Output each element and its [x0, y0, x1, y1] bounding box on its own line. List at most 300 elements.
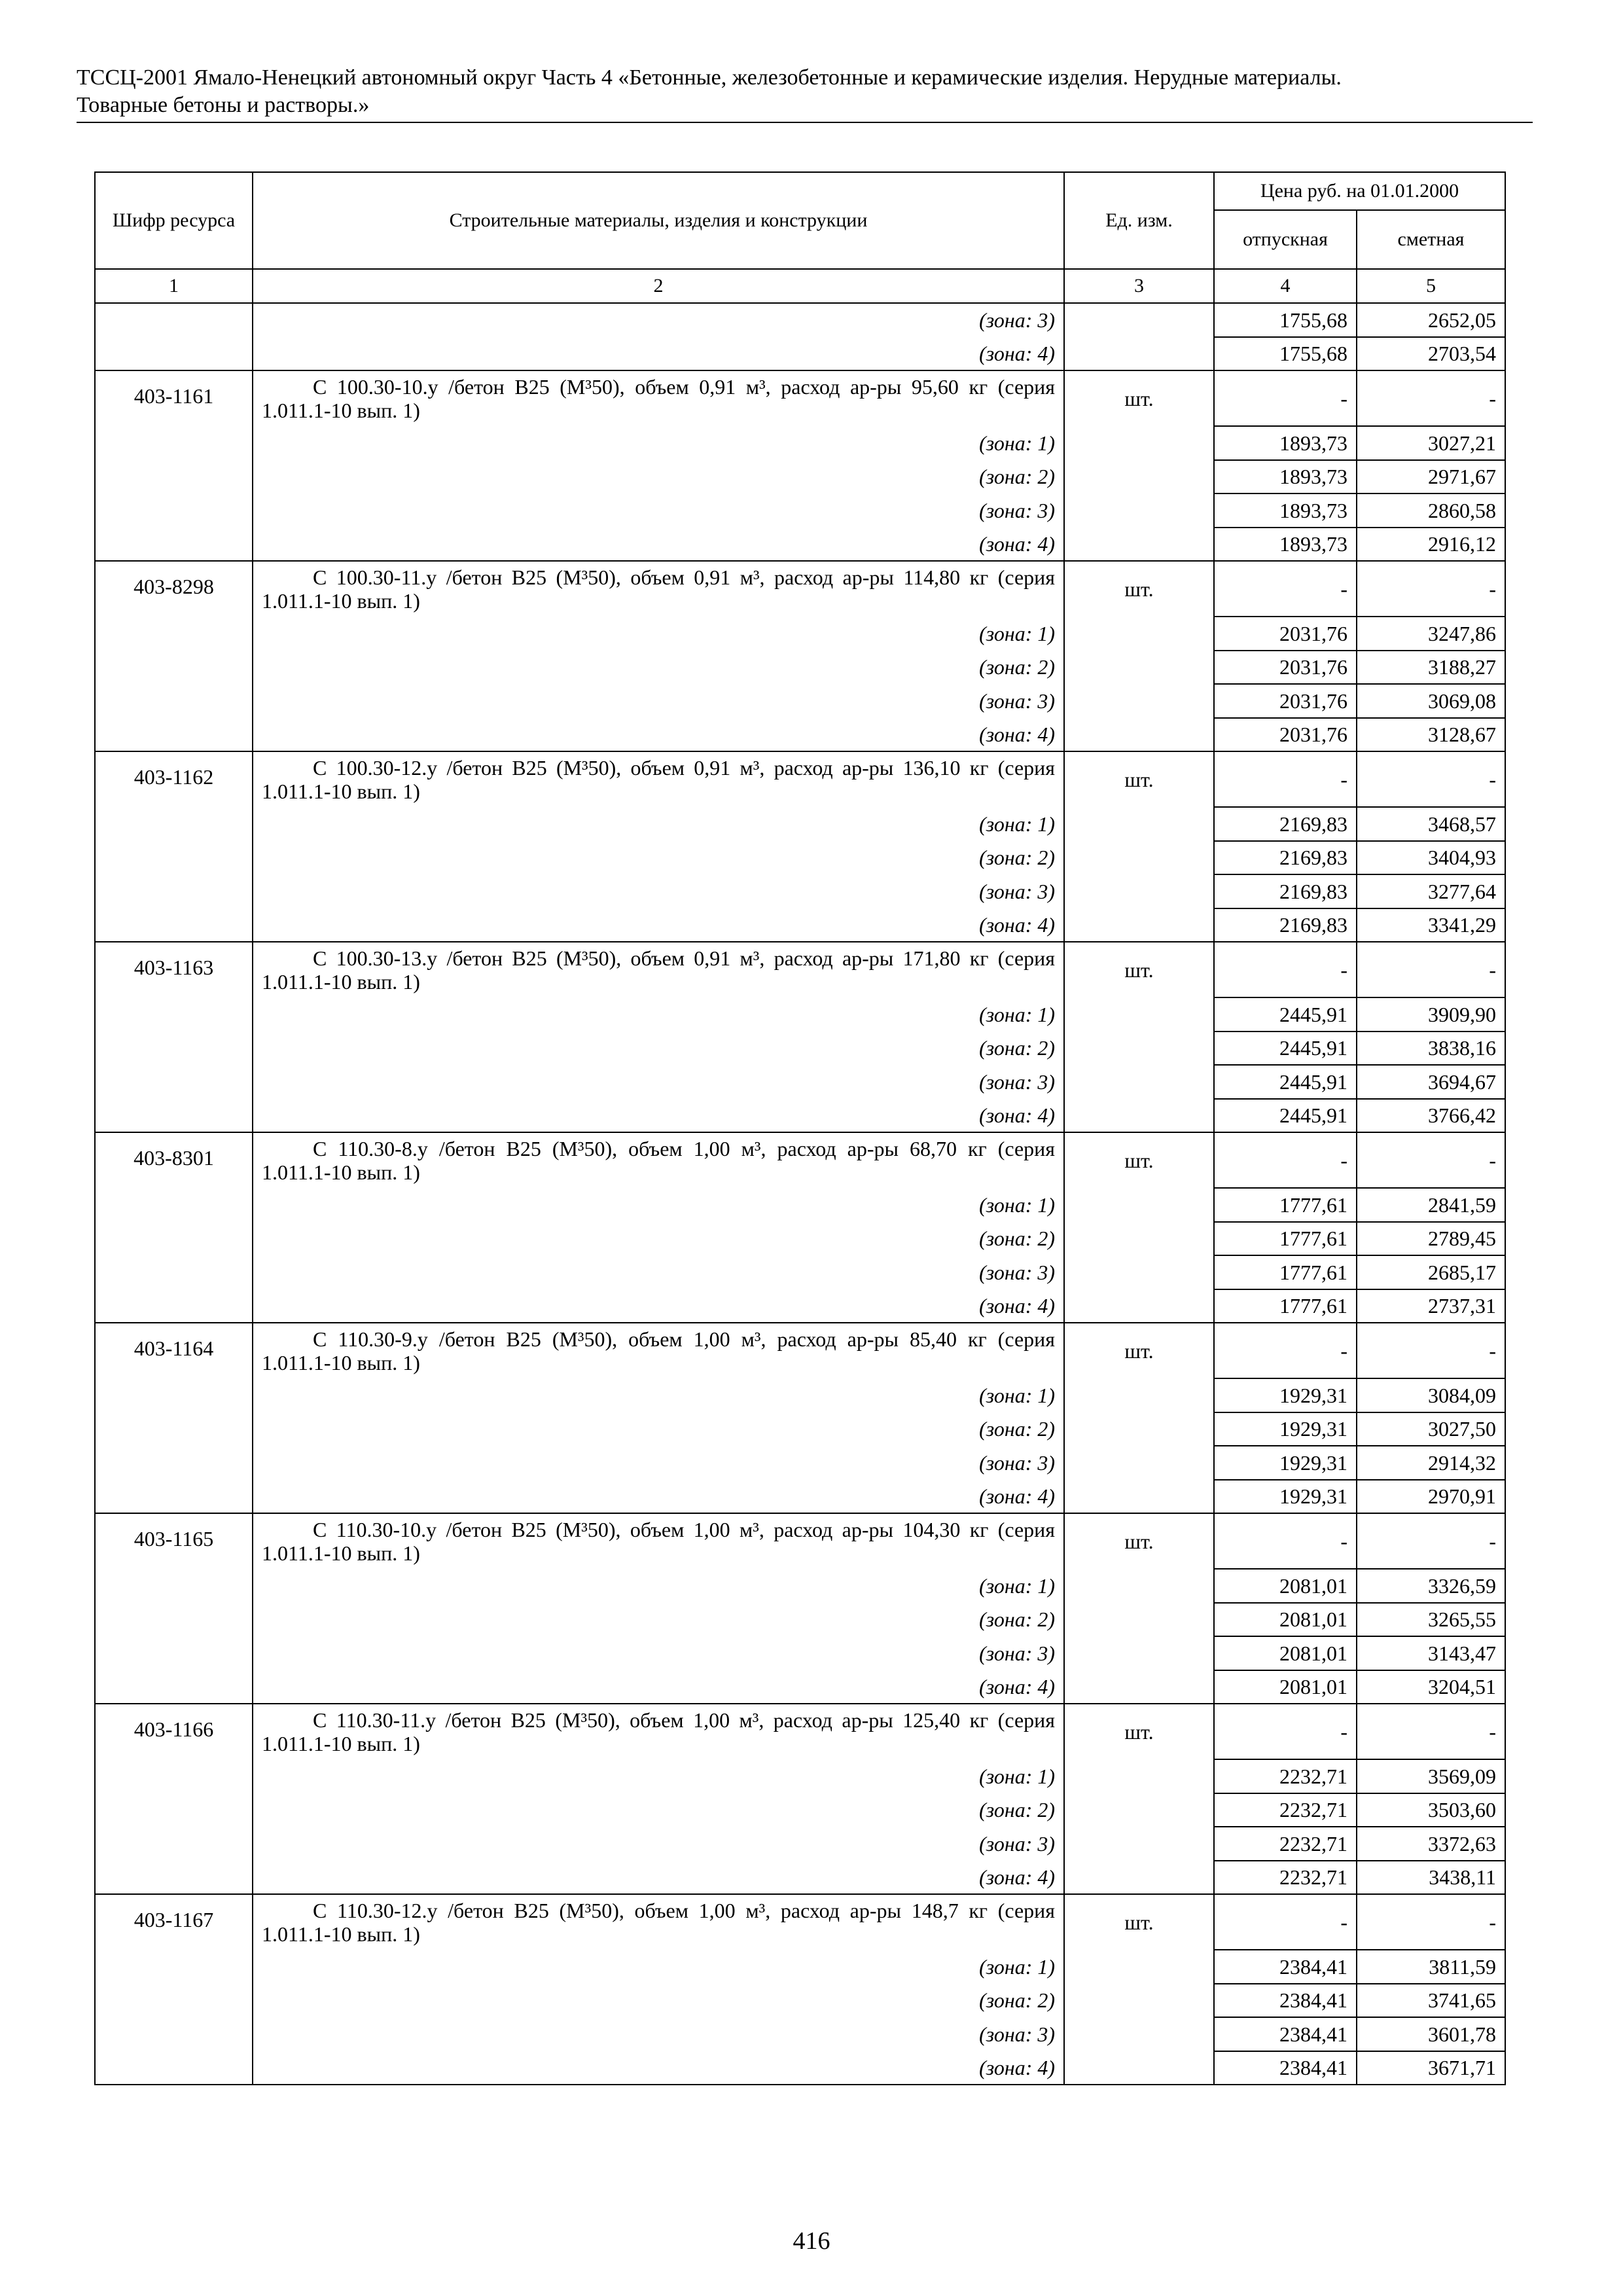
- zone-label: (зона: 2): [253, 1984, 1064, 2018]
- table-body: [95, 303, 1505, 2085]
- estimate-price: 2789,45: [1357, 1222, 1505, 1256]
- resource-code: 403-1162: [95, 751, 253, 807]
- zone-row: [95, 874, 1505, 908]
- estimate-price: 3569,09: [1357, 1759, 1505, 1793]
- code-cell-empty: [95, 1255, 253, 1289]
- estimate-price: 3277,64: [1357, 874, 1505, 908]
- zone-row: [95, 1099, 1505, 1133]
- zone-row: [95, 1861, 1505, 1895]
- zone-row: [95, 2017, 1505, 2051]
- estimate-price: -: [1357, 1704, 1505, 1759]
- zone-row: [95, 718, 1505, 752]
- estimate-price: -: [1357, 751, 1505, 807]
- estimate-price: -: [1357, 1132, 1505, 1188]
- header-line-1: ТССЦ-2001 Ямало-Ненецкий автономный округ Часть 4 «Бетонные, железобетонные и керамические изделия. Нерудные материалы.: [77, 65, 1342, 90]
- header-line-2: Товарные бетоны и растворы.»: [77, 93, 370, 117]
- resource-code: 403-1163: [95, 942, 253, 997]
- code-cell-empty: [95, 841, 253, 875]
- column-number: 3: [1064, 269, 1214, 303]
- zone-label: (зона: 1): [253, 1378, 1064, 1412]
- code-cell-empty: [95, 1065, 253, 1099]
- zone-row: [95, 303, 1505, 337]
- release-price: -: [1214, 751, 1357, 807]
- zone-label: (зона: 2): [253, 460, 1064, 494]
- code-cell-empty: [95, 1827, 253, 1861]
- column-header-estimate: сметная: [1357, 210, 1505, 269]
- unit-cell-empty: [1064, 1603, 1214, 1637]
- zone-row: [95, 841, 1505, 875]
- release-price: 2081,01: [1214, 1670, 1357, 1704]
- release-price: 2169,83: [1214, 908, 1357, 942]
- table-row: [95, 751, 1505, 807]
- zone-row: [95, 908, 1505, 942]
- column-number: 5: [1357, 269, 1505, 303]
- release-price: 1777,61: [1214, 1222, 1357, 1256]
- zone-label: (зона: 4): [253, 1099, 1064, 1133]
- release-price: 2081,01: [1214, 1603, 1357, 1637]
- zone-row: [95, 651, 1505, 685]
- table-row: [95, 1513, 1505, 1569]
- release-price: 2384,41: [1214, 2051, 1357, 2085]
- zone-row: [95, 1759, 1505, 1793]
- release-price: 2031,76: [1214, 617, 1357, 651]
- zone-row: [95, 1031, 1505, 1066]
- column-numbers-row: [95, 269, 1505, 303]
- unit-cell-empty: [1064, 493, 1214, 528]
- zone-label: (зона: 4): [253, 908, 1064, 942]
- zone-label: (зона: 2): [253, 1412, 1064, 1446]
- unit-cell-empty: [1064, 2051, 1214, 2085]
- unit-cell-empty: [1064, 1636, 1214, 1670]
- code-cell-empty: [95, 1378, 253, 1412]
- unit-cell-empty: [1064, 528, 1214, 562]
- release-price: 1929,31: [1214, 1446, 1357, 1480]
- code-cell-empty: [95, 1603, 253, 1637]
- zone-row: [95, 1446, 1505, 1480]
- unit-cell-empty: [1064, 2017, 1214, 2051]
- release-price: -: [1214, 1704, 1357, 1759]
- resource-code: 403-8298: [95, 561, 253, 617]
- code-cell-empty: [95, 426, 253, 460]
- zone-row: [95, 997, 1505, 1031]
- estimate-price: 3404,93: [1357, 841, 1505, 875]
- estimate-price: 3601,78: [1357, 2017, 1505, 2051]
- release-price: 2169,83: [1214, 874, 1357, 908]
- code-cell-empty: [95, 874, 253, 908]
- release-price: 2445,91: [1214, 1031, 1357, 1066]
- zone-row: [95, 493, 1505, 528]
- zone-label: (зона: 4): [253, 2051, 1064, 2085]
- item-description: С 110.30-8.у /бетон В25 (М³50), объем 1,00 м³, расход ар-ры 68,70 кг (серия 1.011.1-10 вып. 1): [253, 1132, 1064, 1188]
- release-price: 1777,61: [1214, 1289, 1357, 1323]
- estimate-price: 2970,91: [1357, 1480, 1505, 1514]
- unit-cell-empty: [1064, 1759, 1214, 1793]
- table-row: [95, 1323, 1505, 1378]
- code-cell-empty: [95, 1670, 253, 1704]
- estimate-price: 3766,42: [1357, 1099, 1505, 1133]
- unit-of-measure: шт.: [1064, 751, 1214, 807]
- zone-row: [95, 2051, 1505, 2085]
- unit-cell-empty: [1064, 1412, 1214, 1446]
- zone-label: (зона: 3): [253, 684, 1064, 718]
- code-cell-empty: [95, 460, 253, 494]
- release-price: 2232,71: [1214, 1861, 1357, 1895]
- resource-code: 403-1167: [95, 1894, 253, 1950]
- item-description: С 110.30-11.у /бетон В25 (М³50), объем 1,00 м³, расход ар-ры 125,40 кг (серия 1.011.1-10 вып. 1): [253, 1704, 1064, 1759]
- zone-row: [95, 684, 1505, 718]
- estimate-price: 3027,50: [1357, 1412, 1505, 1446]
- estimate-price: 2703,54: [1357, 337, 1505, 371]
- unit-cell-empty: [1064, 1861, 1214, 1895]
- unit-cell-empty: [1064, 1827, 1214, 1861]
- unit-cell-empty: [1064, 997, 1214, 1031]
- code-cell-empty: [95, 617, 253, 651]
- zone-label: (зона: 2): [253, 1603, 1064, 1637]
- estimate-price: -: [1357, 370, 1505, 426]
- unit-of-measure: шт.: [1064, 370, 1214, 426]
- zone-row: [95, 1984, 1505, 2018]
- unit-of-measure: шт.: [1064, 1132, 1214, 1188]
- code-cell-empty: [95, 651, 253, 685]
- estimate-price: 2685,17: [1357, 1255, 1505, 1289]
- zone-row: [95, 1636, 1505, 1670]
- unit-of-measure: шт.: [1064, 1323, 1214, 1378]
- release-price: 2081,01: [1214, 1636, 1357, 1670]
- zone-label: (зона: 3): [253, 1636, 1064, 1670]
- estimate-price: 2652,05: [1357, 303, 1505, 337]
- zone-row: [95, 617, 1505, 651]
- column-header-name: Строительные материалы, изделия и конструкции: [253, 172, 1064, 269]
- zone-label: (зона: 4): [253, 1289, 1064, 1323]
- estimate-price: 3909,90: [1357, 997, 1505, 1031]
- release-price: 2384,41: [1214, 1950, 1357, 1984]
- release-price: 2232,71: [1214, 1759, 1357, 1793]
- table-row: [95, 1704, 1505, 1759]
- zone-label: (зона: 4): [253, 1670, 1064, 1704]
- zone-row: [95, 1255, 1505, 1289]
- zone-label: (зона: 3): [253, 1827, 1064, 1861]
- estimate-price: 3341,29: [1357, 908, 1505, 942]
- unit-cell-empty: [1064, 1950, 1214, 1984]
- unit-cell-empty: [1064, 1099, 1214, 1133]
- release-price: 1893,73: [1214, 460, 1357, 494]
- release-price: -: [1214, 1894, 1357, 1950]
- item-description: С 100.30-12.у /бетон В25 (М³50), объем 0,91 м³, расход ар-ры 136,10 кг (серия 1.011.1-10 вып. 1): [253, 751, 1064, 807]
- zone-label: (зона: 1): [253, 426, 1064, 460]
- column-header-price-group: Цена руб. на 01.01.2000: [1214, 172, 1505, 210]
- zone-label: (зона: 2): [253, 841, 1064, 875]
- estimate-price: 3188,27: [1357, 651, 1505, 685]
- zone-label: (зона: 3): [253, 1065, 1064, 1099]
- item-description: С 100.30-11.у /бетон В25 (М³50), объем 0,91 м³, расход ар-ры 114,80 кг (серия 1.011.1-10 вып. 1): [253, 561, 1064, 617]
- code-cell-empty: [95, 1950, 253, 1984]
- zone-row: [95, 1827, 1505, 1861]
- release-price: 1777,61: [1214, 1188, 1357, 1222]
- zone-row: [95, 1222, 1505, 1256]
- release-price: 2031,76: [1214, 718, 1357, 752]
- unit-cell-empty: [1064, 337, 1214, 371]
- estimate-price: 2737,31: [1357, 1289, 1505, 1323]
- code-cell-empty: [95, 1446, 253, 1480]
- zone-label: (зона: 4): [253, 1861, 1064, 1895]
- code-cell-empty: [95, 303, 253, 337]
- zone-row: [95, 1603, 1505, 1637]
- release-price: 1777,61: [1214, 1255, 1357, 1289]
- zone-label: (зона: 1): [253, 1188, 1064, 1222]
- unit-cell-empty: [1064, 1065, 1214, 1099]
- estimate-price: 3247,86: [1357, 617, 1505, 651]
- zone-label: (зона: 4): [253, 718, 1064, 752]
- zone-label: (зона: 1): [253, 997, 1064, 1031]
- zone-row: [95, 1289, 1505, 1323]
- zone-label: (зона: 3): [253, 493, 1064, 528]
- code-cell-empty: [95, 807, 253, 841]
- unit-cell-empty: [1064, 1289, 1214, 1323]
- unit-cell-empty: [1064, 908, 1214, 942]
- release-price: 2445,91: [1214, 1065, 1357, 1099]
- zone-row: [95, 807, 1505, 841]
- zone-label: (зона: 2): [253, 1031, 1064, 1066]
- estimate-price: 3438,11: [1357, 1861, 1505, 1895]
- code-cell-empty: [95, 684, 253, 718]
- unit-cell-empty: [1064, 807, 1214, 841]
- estimate-price: 3265,55: [1357, 1603, 1505, 1637]
- code-cell-empty: [95, 1861, 253, 1895]
- code-cell-empty: [95, 1984, 253, 2018]
- unit-cell-empty: [1064, 1793, 1214, 1827]
- release-price: -: [1214, 1323, 1357, 1378]
- release-price: 2232,71: [1214, 1827, 1357, 1861]
- column-header-release: отпускная: [1214, 210, 1357, 269]
- zone-label: (зона: 4): [253, 1480, 1064, 1514]
- column-number: 2: [253, 269, 1064, 303]
- zone-row: [95, 337, 1505, 371]
- estimate-price: -: [1357, 1513, 1505, 1569]
- release-price: 2445,91: [1214, 997, 1357, 1031]
- estimate-price: 2971,67: [1357, 460, 1505, 494]
- zone-label: (зона: 1): [253, 1950, 1064, 1984]
- document-header: [77, 64, 1533, 123]
- zone-row: [95, 528, 1505, 562]
- estimate-price: 2916,12: [1357, 528, 1505, 562]
- resource-code: 403-1164: [95, 1323, 253, 1378]
- estimate-price: 2860,58: [1357, 493, 1505, 528]
- unit-cell-empty: [1064, 1378, 1214, 1412]
- unit-cell-empty: [1064, 1446, 1214, 1480]
- code-cell-empty: [95, 493, 253, 528]
- zone-label: (зона: 3): [253, 1255, 1064, 1289]
- resource-code: 403-8301: [95, 1132, 253, 1188]
- zone-label: (зона: 3): [253, 874, 1064, 908]
- unit-cell-empty: [1064, 1031, 1214, 1066]
- release-price: 1929,31: [1214, 1412, 1357, 1446]
- estimate-price: 3838,16: [1357, 1031, 1505, 1066]
- unit-cell-empty: [1064, 617, 1214, 651]
- code-cell-empty: [95, 1636, 253, 1670]
- release-price: 2232,71: [1214, 1793, 1357, 1827]
- table-row: [95, 370, 1505, 426]
- code-cell-empty: [95, 528, 253, 562]
- zone-label: (зона: 4): [253, 528, 1064, 562]
- unit-of-measure: шт.: [1064, 1894, 1214, 1950]
- unit-cell-empty: [1064, 1480, 1214, 1514]
- unit-cell-empty: [1064, 1188, 1214, 1222]
- release-price: -: [1214, 1132, 1357, 1188]
- code-cell-empty: [95, 1289, 253, 1323]
- zone-label: (зона: 3): [253, 303, 1064, 337]
- item-description: С 100.30-10.у /бетон В25 (М³50), объем 0,91 м³, расход ар-ры 95,60 кг (серия 1.011.1-10 вып. 1): [253, 370, 1064, 426]
- estimate-price: -: [1357, 561, 1505, 617]
- zone-row: [95, 1569, 1505, 1603]
- release-price: 2031,76: [1214, 684, 1357, 718]
- column-header-unit: Ед. изм.: [1064, 172, 1214, 269]
- estimate-price: 3069,08: [1357, 684, 1505, 718]
- zone-row: [95, 1793, 1505, 1827]
- zone-row: [95, 1188, 1505, 1222]
- estimate-price: 3372,63: [1357, 1827, 1505, 1861]
- zone-row: [95, 1670, 1505, 1704]
- zone-label: (зона: 1): [253, 807, 1064, 841]
- estimate-price: 3503,60: [1357, 1793, 1505, 1827]
- unit-cell-empty: [1064, 718, 1214, 752]
- resource-code: 403-1161: [95, 370, 253, 426]
- page-number: 416: [793, 2227, 830, 2255]
- table-row: [95, 942, 1505, 997]
- zone-label: (зона: 1): [253, 1759, 1064, 1793]
- estimate-price: -: [1357, 1323, 1505, 1378]
- release-price: 1893,73: [1214, 493, 1357, 528]
- code-cell-empty: [95, 1569, 253, 1603]
- item-description: С 110.30-10.у /бетон В25 (М³50), объем 1,00 м³, расход ар-ры 104,30 кг (серия 1.011.1-10 вып. 1): [253, 1513, 1064, 1569]
- estimate-price: 2841,59: [1357, 1188, 1505, 1222]
- release-price: -: [1214, 942, 1357, 997]
- zone-row: [95, 460, 1505, 494]
- estimate-price: 3468,57: [1357, 807, 1505, 841]
- estimate-price: 3128,67: [1357, 718, 1505, 752]
- release-price: 2384,41: [1214, 1984, 1357, 2018]
- release-price: -: [1214, 561, 1357, 617]
- release-price: 2169,83: [1214, 841, 1357, 875]
- release-price: 2445,91: [1214, 1099, 1357, 1133]
- code-cell-empty: [95, 1222, 253, 1256]
- unit-cell-empty: [1064, 1670, 1214, 1704]
- code-cell-empty: [95, 2017, 253, 2051]
- release-price: 1893,73: [1214, 528, 1357, 562]
- unit-of-measure: шт.: [1064, 1704, 1214, 1759]
- resource-code: 403-1165: [95, 1513, 253, 1569]
- unit-cell-empty: [1064, 651, 1214, 685]
- estimate-price: 3204,51: [1357, 1670, 1505, 1704]
- unit-of-measure: шт.: [1064, 561, 1214, 617]
- unit-cell-empty: [1064, 1222, 1214, 1256]
- zone-row: [95, 1378, 1505, 1412]
- code-cell-empty: [95, 1793, 253, 1827]
- zone-label: (зона: 1): [253, 617, 1064, 651]
- unit-cell-empty: [1064, 841, 1214, 875]
- code-cell-empty: [95, 1188, 253, 1222]
- estimate-price: -: [1357, 942, 1505, 997]
- unit-cell-empty: [1064, 1569, 1214, 1603]
- zone-label: (зона: 2): [253, 651, 1064, 685]
- unit-cell-empty: [1064, 1255, 1214, 1289]
- release-price: -: [1214, 370, 1357, 426]
- code-cell-empty: [95, 718, 253, 752]
- estimate-price: -: [1357, 1894, 1505, 1950]
- estimate-price: 3084,09: [1357, 1378, 1505, 1412]
- release-price: -: [1214, 1513, 1357, 1569]
- unit-cell-empty: [1064, 684, 1214, 718]
- estimate-price: 3741,65: [1357, 1984, 1505, 2018]
- zone-row: [95, 1950, 1505, 1984]
- zone-label: (зона: 2): [253, 1222, 1064, 1256]
- resource-code: 403-1166: [95, 1704, 253, 1759]
- unit-cell-empty: [1064, 303, 1214, 337]
- item-description: С 100.30-13.у /бетон В25 (М³50), объем 0,91 м³, расход ар-ры 171,80 кг (серия 1.011.1-10 вып. 1): [253, 942, 1064, 997]
- item-description: С 110.30-9.у /бетон В25 (М³50), объем 1,00 м³, расход ар-ры 85,40 кг (серия 1.011.1-10 вып. 1): [253, 1323, 1064, 1378]
- code-cell-empty: [95, 1759, 253, 1793]
- code-cell-empty: [95, 997, 253, 1031]
- release-price: 2169,83: [1214, 807, 1357, 841]
- code-cell-empty: [95, 337, 253, 371]
- zone-label: (зона: 1): [253, 1569, 1064, 1603]
- zone-label: (зона: 4): [253, 337, 1064, 371]
- zone-label: (зона: 2): [253, 1793, 1064, 1827]
- code-cell-empty: [95, 1031, 253, 1066]
- code-cell-empty: [95, 1480, 253, 1514]
- estimate-price: 3326,59: [1357, 1569, 1505, 1603]
- zone-row: [95, 1065, 1505, 1099]
- item-description: С 110.30-12.у /бетон В25 (М³50), объем 1,00 м³, расход ар-ры 148,7 кг (серия 1.011.1-10 вып. 1): [253, 1894, 1064, 1950]
- estimate-price: 3143,47: [1357, 1636, 1505, 1670]
- table-row: [95, 561, 1505, 617]
- table-row: [95, 1894, 1505, 1950]
- code-cell-empty: [95, 908, 253, 942]
- column-header-code: Шифр ресурса: [95, 172, 253, 269]
- estimate-price: 3694,67: [1357, 1065, 1505, 1099]
- unit-cell-empty: [1064, 426, 1214, 460]
- code-cell-empty: [95, 2051, 253, 2085]
- column-number: 1: [95, 269, 253, 303]
- column-number: 4: [1214, 269, 1357, 303]
- zone-row: [95, 1480, 1505, 1514]
- release-price: 2081,01: [1214, 1569, 1357, 1603]
- table-header: [95, 172, 1505, 303]
- table-row: [95, 1132, 1505, 1188]
- release-price: 1929,31: [1214, 1480, 1357, 1514]
- release-price: 1755,68: [1214, 337, 1357, 371]
- unit-cell-empty: [1064, 1984, 1214, 2018]
- price-table: [94, 171, 1506, 2085]
- release-price: 2031,76: [1214, 651, 1357, 685]
- release-price: 2384,41: [1214, 2017, 1357, 2051]
- zone-label: (зона: 3): [253, 1446, 1064, 1480]
- unit-of-measure: шт.: [1064, 1513, 1214, 1569]
- estimate-price: 2914,32: [1357, 1446, 1505, 1480]
- unit-of-measure: шт.: [1064, 942, 1214, 997]
- release-price: 1893,73: [1214, 426, 1357, 460]
- release-price: 1755,68: [1214, 303, 1357, 337]
- release-price: 1929,31: [1214, 1378, 1357, 1412]
- estimate-price: 3027,21: [1357, 426, 1505, 460]
- zone-row: [95, 426, 1505, 460]
- code-cell-empty: [95, 1412, 253, 1446]
- unit-cell-empty: [1064, 874, 1214, 908]
- estimate-price: 3811,59: [1357, 1950, 1505, 1984]
- unit-cell-empty: [1064, 460, 1214, 494]
- estimate-price: 3671,71: [1357, 2051, 1505, 2085]
- zone-label: (зона: 3): [253, 2017, 1064, 2051]
- zone-row: [95, 1412, 1505, 1446]
